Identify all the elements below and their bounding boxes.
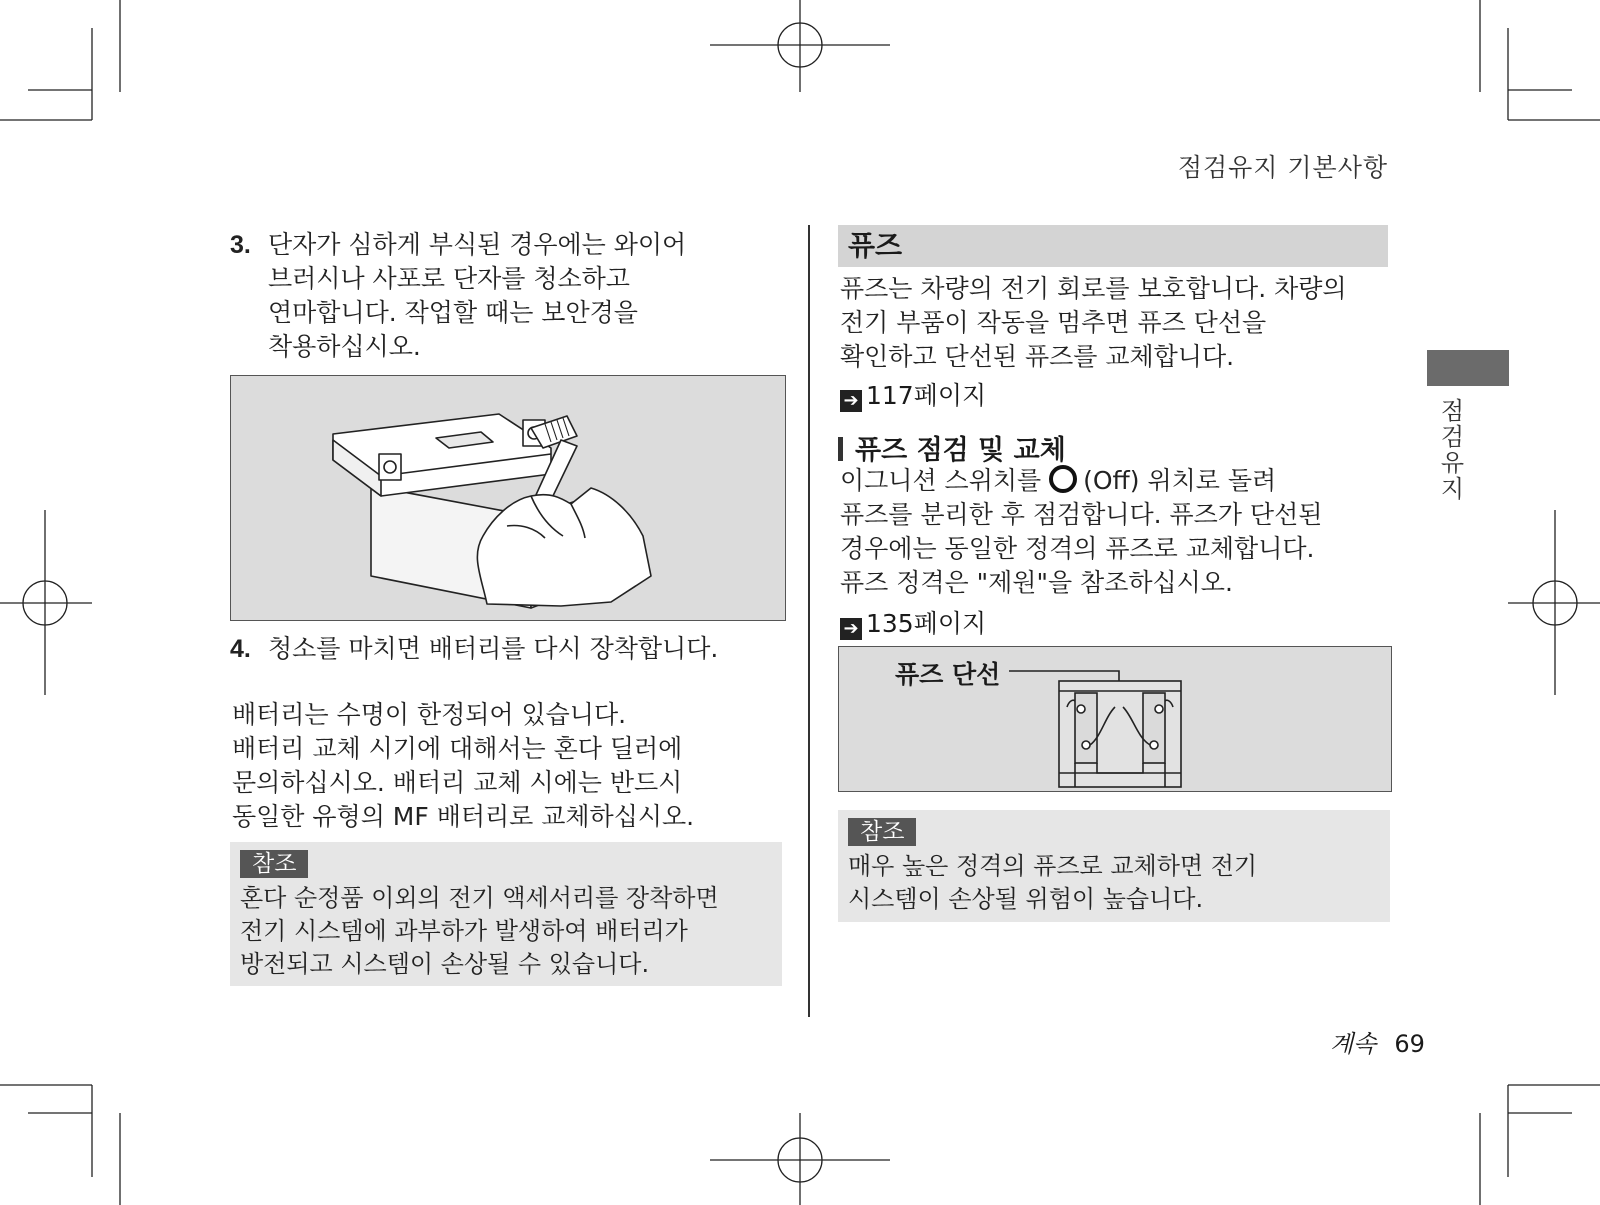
step-3: [230, 228, 686, 364]
note-line: 시스템이 손상될 위험이 높습니다.: [848, 885, 1204, 913]
column-divider: [808, 225, 810, 1017]
note-text: [240, 882, 719, 981]
note-line: 방전되고 시스템이 손상될 수 있습니다.: [240, 950, 650, 978]
note-line: 매우 높은 정격의 퓨즈로 교체하면 전기: [848, 852, 1258, 880]
fuse-drawing: [839, 647, 1391, 791]
paragraph-line: 동일한 유형의 MF 배터리로 교체하십시오.: [232, 802, 695, 831]
paragraph-line: 문의하십시오. 배터리 교체 시에는 반드시: [232, 768, 683, 797]
chapter-tab: [1427, 350, 1509, 386]
arrow-right-icon: ➔: [840, 390, 862, 412]
inspect-line1-pre: 이그니션 스위치를: [840, 466, 1042, 495]
step-4-number: 4.: [230, 635, 251, 663]
ref-text: 135페이지: [866, 609, 987, 638]
note-label: 참조: [240, 850, 308, 878]
intro-line: 전기 부품이 작동을 멈추면 퓨즈 단선을: [840, 308, 1267, 337]
step-3-line: 단자가 심하게 부식된 경우에는 와이어: [268, 230, 687, 259]
subheading-fuse-inspection: [838, 428, 1066, 467]
step-4: [230, 632, 718, 666]
paragraph-line: 배터리 교체 시기에 대해서는 혼다 딜러에: [232, 734, 683, 763]
arrow-right-icon: ➔: [840, 618, 862, 640]
right-note-box: [838, 810, 1390, 922]
subheading-bar: [838, 437, 843, 461]
running-header: 점검유지 기본사항: [1177, 153, 1388, 182]
inspect-line: 경우에는 동일한 정격의 퓨즈로 교체합니다.: [840, 534, 1315, 563]
inspect-line: 퓨즈를 분리한 후 점검합니다. 퓨즈가 단선된: [840, 500, 1323, 529]
inspect-line: 퓨즈 정격은 "제원"을 참조하십시오.: [840, 568, 1233, 597]
intro-line: 퓨즈는 차량의 전기 회로를 보호합니다. 차량의: [840, 274, 1347, 303]
paragraph-line: 배터리는 수명이 한정되어 있습니다.: [232, 700, 627, 729]
left-note-box: [230, 842, 782, 986]
fuse-inspection-text: [840, 464, 1322, 600]
intro-line: 확인하고 단선된 퓨즈를 교체합니다.: [840, 342, 1235, 371]
step-4-text: 청소를 마치면 배터리를 다시 장착합니다.: [268, 634, 719, 663]
step-3-line: 착용하십시오.: [268, 332, 421, 361]
blown-fuse-label: 퓨즈 단선: [895, 660, 1001, 689]
inspect-line1-post: (Off) 위치로 돌려: [1083, 466, 1277, 495]
page-footer: [1330, 1024, 1425, 1059]
note-label: 참조: [848, 818, 916, 846]
step-3-line: 브러시나 사포로 단자를 청소하고: [268, 264, 630, 293]
step-3-number: 3.: [230, 231, 251, 259]
inspect-line: [840, 464, 1322, 498]
page-number: 69: [1394, 1030, 1425, 1058]
note-line: 혼다 순정품 이외의 전기 액세서리를 장착하면: [240, 884, 719, 912]
battery-lifespan-paragraph: [232, 698, 694, 834]
chapter-tab-label: 점검유지: [1436, 398, 1464, 502]
off-position-icon: [1049, 465, 1077, 493]
ref-text: 117페이지: [866, 381, 987, 410]
page-reference-135[interactable]: [840, 604, 986, 640]
note-text: [848, 850, 1257, 916]
continued-label: 계속: [1330, 1030, 1377, 1058]
fuse-illustration: [838, 646, 1392, 792]
fuse-intro: [840, 272, 1347, 374]
page-reference-117[interactable]: [840, 376, 986, 412]
subheading-text: 퓨즈 점검 및 교체: [855, 435, 1066, 466]
battery-brush-drawing: [231, 376, 785, 620]
section-title-fuse: 퓨즈: [838, 225, 1388, 267]
note-line: 전기 시스템에 과부하가 발생하여 배터리가: [240, 917, 688, 945]
battery-cleaning-illustration: [230, 375, 786, 621]
step-3-line: 연마합니다. 작업할 때는 보안경을: [268, 298, 638, 327]
